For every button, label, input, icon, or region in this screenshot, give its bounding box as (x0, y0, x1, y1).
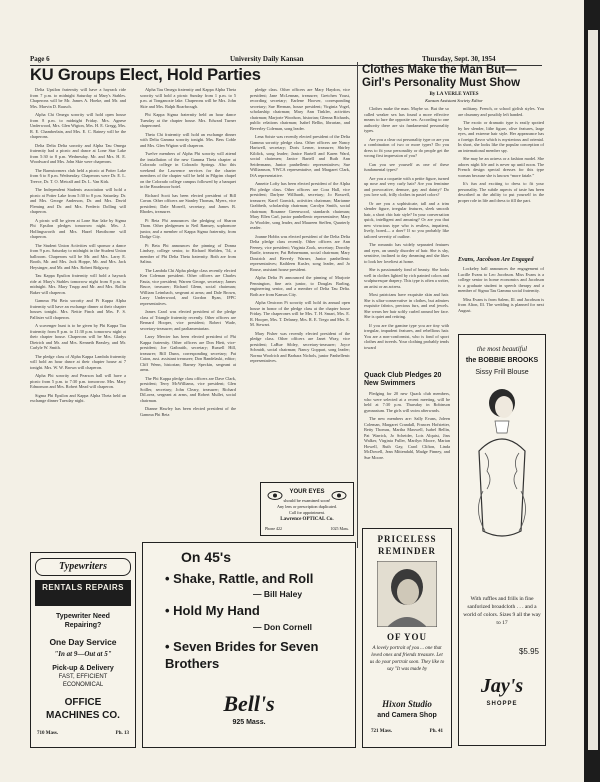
clothes-headline: Clothes Make the Man But— Girl's Personality Must Show (362, 64, 521, 89)
ad-line: REMINDER (377, 546, 436, 556)
bells-address: 925 Mass. (232, 719, 266, 726)
article-paragraph: If you are the gamine type you are tiny with irregular, impudent features, and rebellious hair. You are a non-conformist, who is fond of sport clothes and tweeds. Your clothing probably tends toward (364, 322, 449, 350)
adjacent-page-strip (588, 30, 598, 750)
news-item: A scavenger hunt is to be given by Phi Kappa Tau fraternity from 8 p.m. to 11:30 p.m. tomorrow night at their chapter house. Chaperons will be Mrs. Gladys Dietrich and Mr. and Mrs. Kenneth Beasley, and Mr. Carlyle W. Smith. (30, 323, 126, 350)
ad-price: $5.95 (518, 647, 539, 656)
news-item: The Phi Kappa pledge class officers are Dave Clark, president; Terry McWilliams, vice president; Glen Soiller, secretary; John Cleary, treasurer; Richard DiLorea, sergeant at arms, and Robert Mullet, social chairman. (140, 375, 236, 403)
column-rule (357, 62, 358, 548)
issue-date: Thursday, Sept. 30, 1954 (422, 55, 496, 63)
ad-line: OF YOU (386, 632, 428, 642)
typewriters-phone: Ph. 13 (115, 731, 129, 736)
news-item: Alpha Phi sorority and Pearson hall will have a picnic from 5 p.m. to 7:30 p.m. tomorrow. Mrs. Mary Edmonson and Mrs. Robert Mead will chaperon. (30, 373, 126, 389)
news-item: Joanne Hobbs was elected president of the Delta Delta Delta pledge class recently. Other officers are Ann Feeney, vice president; Virginia Zook, secretary; Dorothy Barile, treasurer; Pat Behnemann, social chairman; Mary Doutrich and Beverly Warner, Junior panhellenic representatives; Kathleen Kusler, song leader, and Jo Rouse, assistant house president. (250, 233, 350, 272)
bells-logo: Bell's (223, 691, 275, 716)
optical-ad (260, 482, 354, 536)
engaged-story (458, 266, 544, 330)
news-item: Delta Delta Delta sorority and Alpha Tau Omega fraternity had a picnic and dance at Lone Star Lake from 5:30 to 8 p.m. Wednesday. Mr. and Mrs. H. E. Woodward and Mrs. John Skie were chaperons. (30, 142, 126, 164)
bells-head: On 45's (181, 549, 232, 565)
byline: By LA VERLE YATES (429, 92, 479, 97)
bobbie-brooks-ad (458, 334, 546, 746)
story-paragraph: The new members are: Sally Evans, Joleen Coleman, Margaret Crandall, Frances Hofstetter, Betty Thomas, Martha Maxwell, Isabel Bellin, Pat Warrick, Jo Scheider, Lois Alquist, Jinx Walker, Virginia Fuller, Marilyn Moore, Marian Howell, Ruth Gay, Carol Clifton, Linda McDowell, Jean Mittendahl, Madge Finney, and Sue Moore. (364, 416, 450, 460)
optical-head: YOUR EYES (289, 489, 325, 495)
news-item: A picnic will be given at Lone Star lake by Sigma Phi Epsilon pledges tomorrow night. Mrs. J. Hollingsworth and Mrs. Hazel Hawthorne will chaperon. (30, 217, 126, 239)
song-artist: — Don Cornell (253, 622, 313, 632)
ad-line: the BOBBIE BROOKS (465, 357, 539, 364)
article-paragraph: Can you see yourself as one of these fundamental types? (364, 161, 449, 172)
article-paragraph: The romantic has widely separated features and eyes, an unruly disorder of hair. She is shy, sensitive, inclined to day dreaming and she likes to look her loveliest at home. (364, 242, 449, 264)
paper-name: University Daily Kansan (230, 55, 304, 63)
jays-shoppe: SHOPPE (486, 701, 518, 707)
song-title: • Shake, Rattle, and Roll (165, 571, 314, 586)
society-column-2 (140, 87, 236, 552)
song-title: • Seven Brides for Seven Brothers (165, 639, 319, 671)
song-title: • Hold My Hand (165, 603, 260, 618)
ad-line: Pick-up & Delivery (52, 665, 114, 672)
studio-address: 721 Mass. (371, 729, 393, 734)
ad-line: One Day Service (49, 637, 117, 647)
article-paragraph: militany. French, or school girlish styles. You are chummy and possibly left handed. (458, 106, 544, 117)
news-item: Alpha Delta Pi announced the pinning of Marjorie Pennington, fine arts junior, to Douglas Barling, engineering senior, and a member of Delta Tau Delta. Both are from Kansas City. (250, 275, 350, 297)
ad-line: FAST, EFFICIENT (58, 674, 108, 680)
news-item: Sigma Phi Epsilon and Kappa Alpha Theta held an exchange dinner Tuesday night. (30, 392, 126, 403)
typewriters-address: 710 Mass. (37, 731, 59, 736)
typewriters-head: Typewriters (35, 558, 131, 576)
song-artist: — Bill Haley (253, 589, 303, 599)
news-item: Alpha Tau Omega fraternity and Kappa Alpha Theta sorority will hold a picnic Sunday from 1 p.m. to 5 p.m. at Tonganoxie lake. Chaperons will be Mrs. John Skie and Mrs. Ralph Roarbrough. (140, 87, 236, 109)
quack-headline: Quack Club Pledges 20 New Swimmers (364, 372, 442, 387)
news-item: The pledge class of Alpha Kappa Lambda fraternity will hold an hour dance at their chapter house at 7 tonight. Mrs. W. W. Brown will chaperon. (30, 353, 126, 370)
news-item: Pi Beta Phi announces the pinning of Donna Lindsey, college senior, to Richard Shelden, '54, a member of Phi Delta Theta fraternity. Both are from Salina. (140, 242, 236, 264)
main-headline: KU Groups Elect, Hold Parties (30, 66, 261, 84)
optical-name: Lawrence OPTICAL Co. (280, 517, 334, 522)
byline-role: Kansan Assistant Society Editor (425, 98, 483, 103)
typewriters-ad (30, 552, 136, 748)
optical-phone: Phone 422 (265, 526, 282, 531)
ad-line: Any lens or prescription duplicated. (276, 504, 338, 509)
studio-sub: and Camera Shop (377, 712, 437, 719)
ad-line: ECONOMICAL (62, 682, 104, 688)
ad-line: Typewriter Need (56, 613, 110, 620)
news-item: Theta Chi fraternity will hold an exchange dinner with Delta Gamma sorority tonight. Mrs. Bess Coble and Mrs. Glen Wigton will chaperon. (140, 131, 236, 148)
news-item: Alpha Chi Omega sorority will hold open house from 8 p.m. to midnight Friday. Mrs. Agnese Underwood, Mrs. Glen Wigton, Mrs. H. E. Gregg, Mrs. R. E. Chamberlain, and Mrs. E. C. Rainey will be the chaperons. (30, 112, 126, 139)
news-item: The Student Union Activities will sponsor a dance from 9 p.m. Saturday to midnight in the Student Union ballroom. Chaperons will be Mr. and Mrs. Larry E. Booth, Mr. and Mrs. Jack Hoppe, Mr. and Mrs. Jack Heysinger, and Mr. and Mrs. Robert Ridgway. (30, 242, 126, 270)
society-column-1 (30, 87, 126, 535)
ad-line: PRICELESS (377, 534, 437, 544)
portrait-photo (377, 561, 437, 627)
woman-illustration (465, 381, 539, 561)
ad-line: Repairing? (64, 622, 102, 629)
ad-line: Call for appointment. (289, 510, 325, 515)
news-item: Pi Beta Phi announces the pledging of Sharon Thom. Other pledgemen to Neil Ramsey, sophomore junior, and a member of Kappa Sigma fraternity, from Dodge City. (140, 217, 236, 239)
clothes-article-column-1 (364, 106, 449, 370)
bells-records-ad (142, 542, 356, 748)
news-item: Mary Fisher was recently elected president of the pledge class. Other officers are Janet Wray, vice president; LaRue Sibley, secretary-treasurer; Joyce Schmidt, social chairman; Nancy Goppart, song leader; Norma Woolrich and Barbara Nichols, junior Panhellenic representatives. (250, 330, 350, 363)
news-item: pledge class. Other officers are Mary Haydon, vice president; Jane McLennan, treasurer; Gretchen Youst, recording secretary; Earlene Hoover, corresponding secretary; Sue Herman, house president; Virginia Vogel, scholarship chairman; Mary Ann Tinkler, activities chairman; Marjorie Woodson, historian; Glenna Richards, public relations chairman; Isabel Bellin, librarian, and Beverley Coleman, song leader. (250, 87, 350, 131)
ad-line: should be examined soon! (283, 498, 331, 503)
news-item: Delta Upsilon fraternity will have a hayrack ride from 7 p.m. to midnight Saturday at Mary's Stables. Chaperons will be Mr. James A. Hoeke, and Mr. and Mrs. Marvin D. Rausch. (30, 87, 126, 109)
article-paragraph: The exotic or dramatic type is easily spotted by her slender, lithe figure, olive features, large eyes, and extreme hair style. Her appearance has a foreign flavor which is mysterious and oriental. In short, she looks like the popular conception of an international member spy. (458, 120, 544, 153)
ad-line: "In at 9—Out at 5" (54, 650, 112, 658)
jays-logo: Jay's (480, 675, 524, 697)
article-paragraph: Most patricians have exquisite skin and hair. She is ultra-conservative in clothes, but admires exquisite fabrics, precious furs, and real jewels. She wears her hair softly curled around her face. She is quiet and retiring. (364, 292, 449, 319)
news-item: Dianne Hawley has been elected president of the Gamma Phi Beta (140, 406, 236, 417)
clothes-article-column-2 (458, 106, 544, 256)
quack-story (364, 391, 450, 509)
studio-name: Hixon Studio (382, 699, 432, 709)
news-item: Larry Mercier has been elected president of Phi Kappa fraternity. Other officers are Don Hiett, vice-president; Joe Gaibraith, secretary; Russell Hill, treasurer; Bill Dunn, corresponding secretary; Pat Caton, asst. assistant treasurer; Don Bandelaski, editor; Cliff Wenn, historian; Barney Speckin, sergeant at arms. (140, 334, 236, 372)
news-item: Gamma Phi Beta sorority and Pi Kappa Alpha fraternity will have an exchange dinner at their chapter houses tonight. Mrs. Nettie Finch and Mrs. F. S. Pallister will chaperon. (30, 298, 126, 320)
studio-phone: Ph. 41 (429, 729, 443, 734)
article-paragraph: Or are you a sophisticate, tall and a trim slender figure, irregular features, sleek smooth hair, a short chic hair style? In your conversation quick, intelligent and amusing? Or are you that new vivacious type who is restless, impatient, lively, bored— a doer? If so you probably like tailored severity of outline. (364, 200, 449, 239)
news-item: The Independent Students association will hold a picnic at Potter Lake from 5:30 to 8 p.m. Saturday. Dr. and Mrs. George Anderson, Dr. and Mrs. David Fleming and Dr. and Mrs. Frederic Dolling will chaperon. (30, 187, 126, 214)
hixon-studio-ad (362, 528, 452, 748)
article-paragraph: It's fun and exciting to dress to fit your personality. The subtle aspects of taste has been described as the ability to put yourself in the proper role in life and dress to fill the part. (458, 181, 544, 203)
ad-line: MACHINES CO. (46, 710, 120, 721)
rentals-banner: RENTALS REPAIRS (35, 580, 131, 606)
news-item: Lena Soiste was recently elected president of the Delta Gamma sorority pledge class. Other officers are Nancy Hartwell, secretary; Doris Lerner, treasurer; Shirley Kildick, song leader; Janice Bartell and Karen Ward, social chairmen; Janice Bartell and Ruth Ann Seidermann, Junior panhellenic representatives; Sue Williamson, YWCA representative, and Margaret Clark, ISA representative. (250, 134, 350, 178)
news-item: Phi Kappa Sigma fraternity held an hour dance Tuesday at the chapter house. Mrs. Edward Turner chaperoned. (140, 112, 236, 128)
news-item: The Barnstormers club held a picnic at Potter Lake from 6 to 8 p.m. Wednesday. Chaperons were Dr. E. L. Treece, Dr. T. O. Metcalf and Dr. L. Van Kirk. (30, 167, 126, 184)
news-item: The Lambda Chi Alpha pledge class recently elected Ken Coleman president. Other officers are Charles Fauta, vice president; Warren George, secretary; James Bruce, treasurer; Richard Glenn, social chairman; William Leimbach, sergeant at arms; and Dale Brown, Larry Underwood, and Gordon Ryan, IFPC representatives. (140, 267, 236, 306)
ad-line: Sissy Frill Blouse (475, 369, 529, 376)
news-item: James Carol was elected president of the pledge class of Triangle fraternity recently. Other officers are Bernard Hooper, vice president; Robert Wade, secretary-treasurer; and parliamentarian. (140, 309, 236, 331)
ad-line: the most beautiful (476, 345, 528, 353)
page-number: Page 6 (30, 55, 50, 63)
story-paragraph: Miss Evans is from Salem, Ill. and Jacobson is from Alton, Ill. The wedding is planned for next August. (458, 296, 544, 313)
ad-line: OFFICE (64, 697, 102, 708)
optical-address: 1025 Mass. (330, 526, 349, 531)
news-item: Annette Lofty has been elected president of the Alpha Phi pledge class. Other officers are Cora Hall, vice president; Darlyne Willhardt, secretary; Jo Boswell, treasurer; Karel Gornick, activities chairman; Marianne Grabbeth, scholarship chairman; Carolyn Smith, social chairman; Rosanne Greenwood, standards chairman; Mary Ellen Carl, junior panhellenic representative; Mary Jo Woolder, song leader, and Maureen Steffen, Quarterly reader. (250, 181, 350, 230)
ad-description: With ruffles and frills in fine sanforized broadcloth . . . and a world of colors. Sizes 9 all the way to 17 (463, 596, 541, 626)
engaged-headline: Evans, Jacobson Are Engaged (458, 257, 534, 263)
article-paragraph: Are you a coquette with a petite figure, turned up nose and very curly hair? Are you feminine and provocative, demure, gay and dainty? Do you love soft, frilly clothes in pastel colors? (364, 175, 449, 197)
society-column-3 (250, 87, 350, 482)
article-paragraph: She may be an actress or a fashion model. She adores night life and is never up until noon. The French design special dresses for this type woman because she is known “more fatale.” (458, 156, 544, 178)
story-paragraph: Pledging for 20 new Quack club members, who were selected at a recent meeting, will be held at 7:30 p.m. Thursday in Robinson gymnasium. The girls will swim afterwards. (364, 391, 450, 413)
news-item: Richard Scott has been elected president of Bill Cavan. Other officers are Stanley Thomas, Myers, vice president; Dale Morrell, secretary, and James B. Rhodes, treasurer. (140, 192, 236, 214)
studio-body: A lovely portrait of you ... one that loved ones and friends treasure. Let us do your portrait soon. They like to say "It was made by (369, 646, 445, 672)
news-item: Twelve members of Alpha Phi sorority will attend the installation of the new Gamma Theta chapter at Colorado college in Colorado Springs. Also this weekend the Lawrence services for the charter members of the chapter will be held in Pilgrim chapel on the Colorado college campus followed by a banquet in the Broadmoor hotel. (140, 151, 236, 189)
news-item: Tau Kappa Epsilon fraternity will hold a hayrack ride at Mary's Stables tomorrow night from 8 p.m. to midnight. Mrs. Mary Trupp and Mr. and Mrs. Rollin Baker will chaperon. (30, 273, 126, 295)
story-paragraph: Lockeley hall announces the engagement of Lucille Evans to Leo Jacobson. Miss Evans is a college senior in home economics and Jacobson is a graduate student in speech therapy and a member of Sigma Tau Gamma social fraternity. (458, 266, 544, 293)
article-paragraph: She is passionately fond of beauty. She looks well in clothes lighted by rich painted colors and sculpturesque drapery. This type is often a writer, an artist or an actress. (364, 267, 449, 289)
article-paragraph: Are you a clear cut personality type or are you a combination of two or more types? Do you dress to fit your personality or do people get the wrong first impression of you? (364, 136, 449, 158)
news-item: Alpha Omicron Pi sorority will hold its annual open house in honor of the pledge class at the chapter house Friday. The chaperones will be Mrs. T. H. Smart, Mrs. E. R. Hooper, Mrs. T. Delaney, Mrs. R. E. Trego and Mrs. E. M. Stewart. (250, 300, 350, 327)
article-paragraph: Clothes make the man. Maybe so. But the so called weaker sex has found a more effective means to lure the opposite sex. According to one authority there are six fundamental personality types. (364, 106, 449, 133)
